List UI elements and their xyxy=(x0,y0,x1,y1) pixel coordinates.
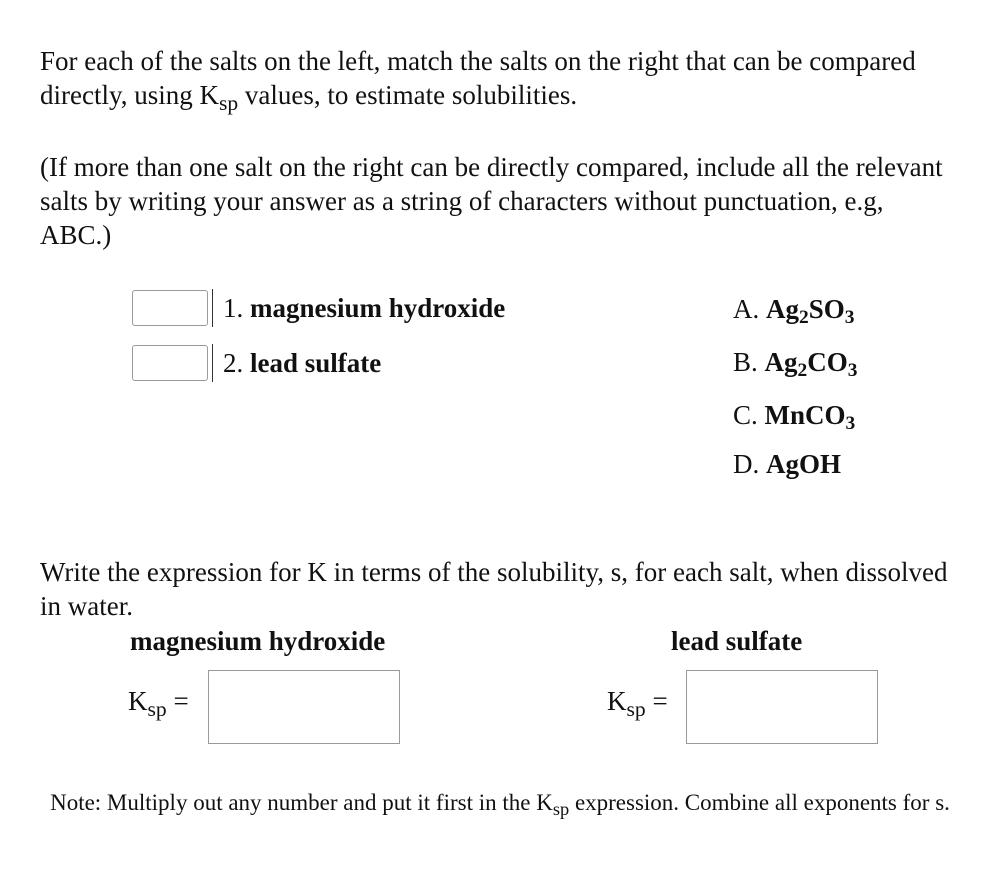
left-salt-2: 2. lead sulfate xyxy=(212,344,381,382)
note-text: Note: Multiply out any number and put it first in the $K_{sp}$ expression. Combine all exponents for s. xyxy=(50,790,950,820)
right-salt-d: D. AgOH xyxy=(733,449,842,479)
ksp-label-magnesium-hydroxide: $K_{sp}$ = xyxy=(128,686,189,722)
expression-heading-lead-sulfate: lead sulfate xyxy=(671,626,803,656)
right-salt-c: C. MnCO$_3$ xyxy=(733,400,856,434)
expression-prompt: Write the expression for K in terms of the solubility, s, for each salt, when dissolved in water. xyxy=(40,557,948,621)
intro-text: For each of the salts on the left, match the salts on the right that can be compared directly, using $K_{sp}$ values, to estimate solubilities. xyxy=(40,46,916,116)
expression-heading-magnesium-hydroxide: magnesium hydroxide xyxy=(130,626,386,656)
left-salt-1: 1. magnesium hydroxide xyxy=(212,289,505,327)
ksp-expression-input-magnesium-hydroxide[interactable] xyxy=(208,670,400,744)
answer-input-lead-sulfate[interactable] xyxy=(132,345,208,381)
ksp-expression-input-lead-sulfate[interactable] xyxy=(686,670,878,744)
right-salt-b: B. $Ag_2CO_3$ xyxy=(733,347,858,381)
right-salt-a: A. $Ag_2SO_3$ xyxy=(733,294,855,328)
answer-input-magnesium-hydroxide[interactable] xyxy=(132,290,208,326)
instructions-text: (If more than one salt on the right can be directly compared, include all the relevant salts by writing your answer as a string of characters without punctuation, e.g, ABC.) xyxy=(40,152,943,250)
ksp-label-lead-sulfate: $K_{sp}$ = xyxy=(607,686,668,722)
